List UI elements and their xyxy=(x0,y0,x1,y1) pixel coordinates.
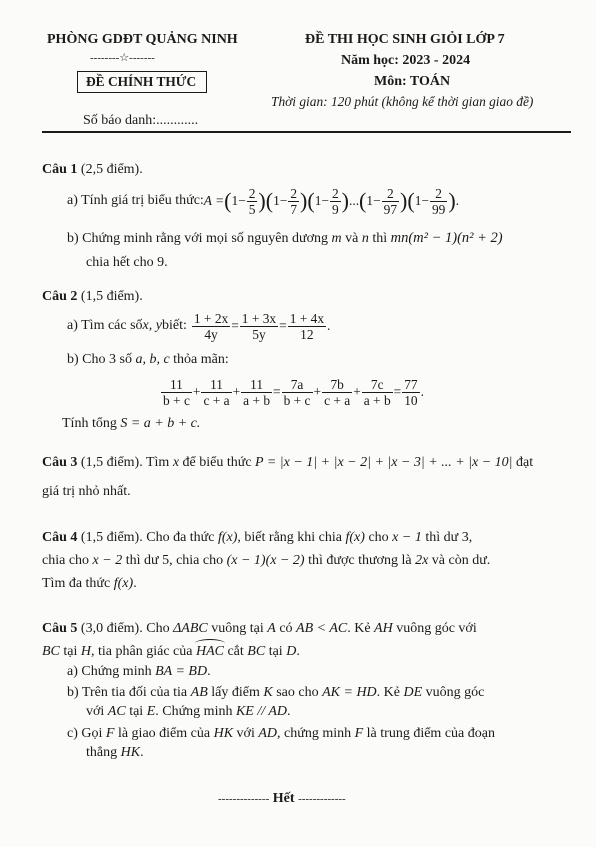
q4-l3b: . xyxy=(133,576,137,591)
q2b-fraction-den: 10 xyxy=(404,392,418,408)
q1-heading xyxy=(42,162,143,178)
paren-open: ( xyxy=(407,188,415,213)
q4-div3: (x − 1)(x − 2) xyxy=(226,553,305,568)
q2b-fraction-num: 7a xyxy=(282,377,313,393)
q4-title: Câu 4 xyxy=(42,530,78,545)
q5c-l1e: là trung điểm của đoạn xyxy=(363,726,495,741)
q5-AH: AH xyxy=(374,621,393,636)
q5a-end: . xyxy=(207,664,211,679)
end-text: Hết xyxy=(269,791,299,806)
q2a-fraction-num: 1 + 4x xyxy=(289,310,325,326)
q2-title: Câu 2 xyxy=(42,289,78,304)
q5b-l2a: với xyxy=(86,704,108,719)
q1a-end: . xyxy=(455,193,460,208)
paren-close: ) xyxy=(300,188,308,213)
q5-angle: HAC xyxy=(195,644,224,659)
q5-l2f: . xyxy=(296,644,300,659)
factor-fraction-num: 2 xyxy=(382,186,399,202)
q5c-l1a: c) Gọi xyxy=(67,726,106,741)
q1a-expr-start: A = xyxy=(203,193,225,208)
q2b-fraction-num: 7b xyxy=(322,377,352,393)
factor-minus: − xyxy=(421,193,429,208)
q1a-product xyxy=(224,186,456,217)
q2b-line1 xyxy=(67,352,229,368)
q2-heading xyxy=(42,289,143,305)
q2a-fraction-num: 1 + 3x xyxy=(241,310,277,326)
factor-one: 1 xyxy=(273,193,280,208)
q5-tri: ΔABC xyxy=(173,621,208,636)
q3-line1 xyxy=(42,455,533,471)
q5c-HK: HK xyxy=(213,726,234,741)
q2-sum xyxy=(62,416,200,432)
q5-line2 xyxy=(42,644,300,660)
factor-one: 1 xyxy=(314,193,322,208)
q5-l1c: có xyxy=(275,621,297,636)
q5-BC: BC xyxy=(42,644,60,659)
q2b-fraction xyxy=(201,377,231,408)
q1b-n: n xyxy=(361,231,369,246)
factor-fraction-den: 9 xyxy=(331,201,339,217)
q1b-then: thì xyxy=(368,231,391,246)
factor-fraction-den: 5 xyxy=(248,201,256,217)
plus-sign: + xyxy=(192,384,201,399)
q4-l2a: chia cho xyxy=(42,553,93,568)
factor-minus: − xyxy=(279,193,288,208)
q4-fx-3: f(x) xyxy=(113,576,134,591)
q2b-fraction-num: 11 xyxy=(201,377,231,393)
factor-minus: − xyxy=(373,193,381,208)
q5b-K: K xyxy=(263,685,273,700)
paren-close: ) xyxy=(341,188,349,213)
time-allowed: Thời gian: 120 phút (không kể thời gian giao đề) xyxy=(271,94,534,109)
q5-l2e: tại xyxy=(265,644,287,659)
q2b-fraction-den: a + b xyxy=(363,392,391,408)
factor-fraction-den: 7 xyxy=(290,201,298,217)
paren-open: ( xyxy=(224,188,232,213)
q5-A: A xyxy=(267,621,276,636)
q2b-fraction-den: c + a xyxy=(324,392,351,408)
q4-line2 xyxy=(42,553,490,569)
equals-sign: = xyxy=(273,384,281,399)
q5b-eq: AK = HD xyxy=(322,685,377,700)
q4-line3 xyxy=(42,576,137,592)
q2b-fraction xyxy=(241,377,272,408)
q2b-label: b) Cho 3 số xyxy=(67,352,136,367)
q5c-l1b: là giao điểm của xyxy=(114,726,214,741)
q1a xyxy=(67,183,459,219)
q1b-line1 xyxy=(67,230,503,247)
q5-line1 xyxy=(42,621,477,637)
q5b-line2 xyxy=(86,704,291,720)
factor-minus: − xyxy=(321,193,329,208)
q2b-fraction-den: c + a xyxy=(203,392,230,408)
q4-fx: f(x) xyxy=(217,530,238,545)
equals-sign: = xyxy=(393,384,402,399)
q2b-fraction-num: 77 xyxy=(404,376,418,392)
q2b-fraction xyxy=(161,377,192,408)
q2b-fraction xyxy=(282,377,313,408)
q1b-label: b) Chứng minh rằng với mọi số nguyên dương xyxy=(67,231,332,246)
factor-fraction-num: 2 xyxy=(290,185,298,201)
q5b-l1a: b) Trên tia đối của tia xyxy=(67,685,191,700)
equals-sign: = xyxy=(279,318,287,333)
paren-close: ) xyxy=(448,188,456,213)
q2b-fraction-den: a + b xyxy=(243,392,271,408)
q1b-m: m xyxy=(331,231,342,246)
q5c-line1 xyxy=(67,726,495,742)
q5b-l1d: . Kẻ xyxy=(376,685,404,700)
factor-fraction xyxy=(247,186,258,217)
q1b-and: và xyxy=(341,231,362,246)
official-exam-label: ĐỀ CHÍNH THỨC xyxy=(86,74,197,89)
paren-open: ( xyxy=(265,188,274,213)
candidate-number: Số báo danh:............ xyxy=(83,113,199,128)
q2b-fraction-den: b + c xyxy=(283,392,311,408)
q2-sum-expr: S = a + b + c. xyxy=(120,416,201,431)
q5-l2c: , tia phân giác của xyxy=(91,644,196,659)
factor-fraction-den: 97 xyxy=(383,201,398,217)
plus-sign: + xyxy=(313,384,322,399)
q1b-line2: chia hết cho 9. xyxy=(86,255,168,270)
q3-expr: P = |x − 1| + |x − 2| + |x − 3| + ... + |x − 10| xyxy=(255,455,513,470)
q3-title: Câu 3 xyxy=(42,455,78,470)
factor-minus: − xyxy=(238,193,246,208)
q3-x: x xyxy=(172,455,180,470)
q2a-fraction xyxy=(240,311,278,342)
factor-fraction-num: 2 xyxy=(331,185,339,201)
q1a-label: a) Tính giá trị biểu thức: xyxy=(67,193,204,208)
q4-l2d: và còn dư. xyxy=(428,553,491,568)
q4-l2b: thì dư 5, chia cho xyxy=(122,553,227,568)
q4-l1c: cho xyxy=(364,530,393,545)
equals-sign: = xyxy=(231,318,239,333)
q5b-l1b: lấy điểm xyxy=(207,685,264,700)
q5-BC-2: BC xyxy=(247,644,266,659)
q5-title: Câu 5 xyxy=(42,621,78,636)
q5a xyxy=(67,664,211,680)
q2-sum-label: Tính tổng xyxy=(62,416,121,431)
paren-open: ( xyxy=(307,188,315,213)
q2b-fraction xyxy=(362,377,393,408)
q3-text2: để biểu thức xyxy=(179,455,256,470)
q5b-l2b: tại xyxy=(125,704,147,719)
factor-fraction xyxy=(288,186,299,217)
q5-H: H xyxy=(80,644,92,659)
q2b-vars: a, b, c xyxy=(135,352,170,367)
q3-text1: Tìm xyxy=(142,455,173,470)
q2a-fraction-num: 1 + 2x xyxy=(193,310,229,326)
q5c-l1c: với xyxy=(233,726,259,741)
plus-sign: + xyxy=(232,384,241,399)
q3-text3: đạt xyxy=(512,455,534,470)
factor-fraction xyxy=(330,186,341,217)
factor-fraction xyxy=(382,186,399,217)
q4-l1b: , biết rằng khi chia xyxy=(237,530,346,545)
q2a xyxy=(67,306,330,346)
q1-points: (2,5 điểm). xyxy=(77,162,143,177)
factor-fraction xyxy=(430,186,447,217)
department-title: PHÒNG GDĐT QUẢNG NINH xyxy=(47,32,238,47)
q5-points: (3,0 điểm). xyxy=(77,621,143,636)
q5-l1a: Cho xyxy=(142,621,174,636)
q2b-end: . xyxy=(420,384,424,399)
q5c-F-2: F xyxy=(354,726,364,741)
q3-line2: giá trị nhỏ nhất. xyxy=(42,484,131,499)
q5-l1d: . Kẻ xyxy=(347,621,375,636)
q5b-E: E xyxy=(146,704,156,719)
q5b-l2c: . Chứng minh xyxy=(155,704,236,719)
end-left-dash: -------------- xyxy=(218,793,270,805)
q5c-l1d: , chứng minh xyxy=(277,726,355,741)
q4-l1d: thì dư 3, xyxy=(421,530,473,545)
header-divider xyxy=(42,131,571,133)
q4-l1a: Cho đa thức xyxy=(142,530,218,545)
q5c-line2 xyxy=(86,745,144,761)
q4-div1: x − 1 xyxy=(392,530,422,545)
q5b-DE: DE xyxy=(403,685,423,700)
plus-sign: + xyxy=(353,384,361,399)
q5-l2b: tại xyxy=(59,644,81,659)
paren-open: ( xyxy=(359,188,367,213)
q2b-fraction-num: 11 xyxy=(161,377,192,393)
q5c-AD: AD xyxy=(258,726,278,741)
q5a-expr: BA = BD xyxy=(155,664,208,679)
q5b-AC: AC xyxy=(107,704,126,719)
paren-close: ) xyxy=(400,188,408,213)
q2a-fractions xyxy=(191,311,327,342)
q5-ineq: AB < AC xyxy=(296,621,348,636)
factor-fraction-num: 2 xyxy=(430,186,447,202)
q2a-end: . xyxy=(327,318,331,333)
q2b-equation xyxy=(160,370,424,414)
q1b-expr: mn(m² − 1)(n² + 2) xyxy=(390,230,503,246)
q5b-par: KE // AD xyxy=(235,704,288,719)
q2a-vars: x, y xyxy=(142,318,162,333)
q2a-label: a) Tìm các số xyxy=(67,318,143,333)
q5-l1e: vuông góc với xyxy=(392,621,477,636)
factor-one: 1 xyxy=(366,193,374,208)
q2b-rest: thỏa mãn: xyxy=(169,352,229,367)
q4-div2: x − 2 xyxy=(92,553,123,568)
q2-points: (1,5 điểm). xyxy=(77,289,143,304)
end-right-dash: ------------- xyxy=(298,793,346,805)
subject: Môn: TOÁN xyxy=(374,74,451,89)
q5c-F: F xyxy=(105,726,115,741)
q4-quot: 2x xyxy=(415,553,429,568)
q4-l3a: Tìm đa thức xyxy=(42,576,114,591)
factor-one: 1 xyxy=(414,193,422,208)
q2b-fraction-num: 7c xyxy=(362,377,393,393)
q5-l2d: cắt xyxy=(223,644,248,659)
q2b-fraction-num: 11 xyxy=(241,377,272,393)
q2a-known: biết: xyxy=(161,318,187,333)
end-marker xyxy=(218,791,346,807)
q5-l1b: vuông tại xyxy=(207,621,268,636)
q2a-fraction-den: 12 xyxy=(300,326,314,342)
q5b-line1 xyxy=(67,685,484,701)
q5a-label: a) Chứng minh xyxy=(67,664,156,679)
school-year: Năm học: 2023 - 2024 xyxy=(341,53,471,68)
q2a-fraction xyxy=(192,311,230,342)
q5-D: D xyxy=(286,644,297,659)
q3-points: (1,5 điểm). xyxy=(77,455,143,470)
q1-title: Câu 1 xyxy=(42,162,78,177)
paren-close: ) xyxy=(258,188,266,213)
exam-title: ĐỀ THI HỌC SINH GIỎI LỚP 7 xyxy=(305,32,505,47)
q2b-fraction xyxy=(322,377,352,408)
q4-l2c: thì được thương là xyxy=(304,553,416,568)
factor-fraction-num: 2 xyxy=(248,185,256,201)
q4-points: (1,5 điểm). xyxy=(77,530,143,545)
q2a-fraction-den: 4y xyxy=(204,326,218,342)
q5b-l2d: . xyxy=(287,704,291,719)
q5c-l2a: thẳng xyxy=(86,745,121,760)
q5c-HK-2: HK xyxy=(120,745,141,760)
factor-fraction-den: 99 xyxy=(431,201,446,217)
q2a-fraction xyxy=(288,311,326,342)
q4-fx-2: f(x) xyxy=(345,530,365,545)
q5b-AB: AB xyxy=(190,685,208,700)
q5c-l2c: . xyxy=(140,745,144,760)
q2b-fraction xyxy=(402,377,419,408)
q2a-fraction-den: 5y xyxy=(252,326,266,342)
q5b-l1c: sao cho xyxy=(272,685,323,700)
q2b-fraction-den: b + c xyxy=(163,392,190,408)
factor-dots: ... xyxy=(349,193,360,208)
header-decoration: --------☆------- xyxy=(90,52,155,64)
q4-line1 xyxy=(42,530,472,546)
factor-one: 1 xyxy=(231,193,239,208)
q5b-l1e: vuông góc xyxy=(422,685,485,700)
